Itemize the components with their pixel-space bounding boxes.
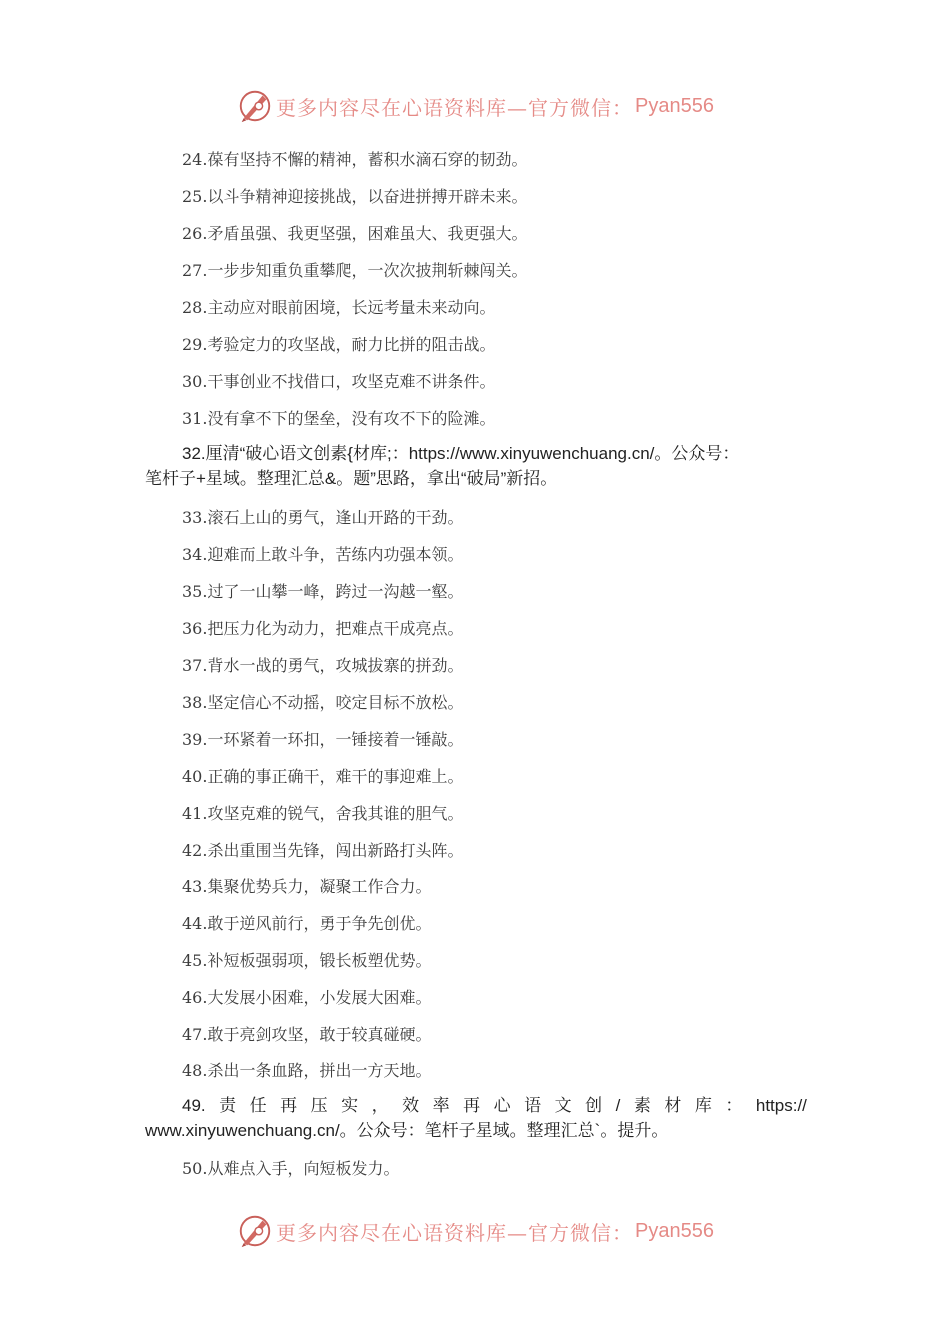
list-item: 39.一环紧着一环扣，一锤接着一锤敲。 <box>182 730 464 749</box>
p49-part: / <box>615 1096 621 1115</box>
list-item: 25.以斗争精神迎接挑战，以奋进拼搏开辟未来。 <box>182 187 528 206</box>
p49-part: ， <box>371 1096 389 1115</box>
list-item: 48.杀出一条血路，拼出一方天地。 <box>182 1061 432 1080</box>
p49-part: 再 <box>463 1096 481 1115</box>
footer-wechat-id: Pyan556 <box>635 1219 714 1242</box>
paragraph-49-line2: www.xinyuwenchuang.cn/。公众号：笔杆子星域。整理汇总`。提升。 <box>145 1121 669 1140</box>
paragraph-49-line1 <box>145 1093 807 1118</box>
list-item: 46.大发展小困难，小发展大困难。 <box>182 988 432 1007</box>
list-item: 37.背水一战的勇气，攻城拔寨的拼劲。 <box>182 656 464 675</box>
list-item: 24.葆有坚持不懈的精神，蓄积水滴石穿的韧劲。 <box>182 150 528 169</box>
list-item: 38.坚定信心不动摇，咬定目标不放松。 <box>182 693 464 712</box>
list-item: 42.杀出重围当先锋，闯出新路打头阵。 <box>182 841 464 860</box>
p49-part: ： <box>725 1096 743 1115</box>
p49-part: 文 <box>554 1096 572 1115</box>
list-item: 50.从难点入手，向短板发力。 <box>182 1159 400 1178</box>
list-item: 27.一步步知重负重攀爬，一次次披荆斩棘闯关。 <box>182 261 528 280</box>
list-item: 28.主动应对眼前困境，长远考量未来动向。 <box>182 298 496 317</box>
list-item: 41.攻坚克难的锐气，舍我其谁的胆气。 <box>182 804 464 823</box>
list-item: 31.没有拿不下的堡垒，没有攻不下的险滩。 <box>182 409 496 428</box>
header-wechat-id: Pyan556 <box>635 94 714 117</box>
list-item: 29.考验定力的攻坚战，耐力比拼的阻击战。 <box>182 335 496 354</box>
paragraph-32 <box>145 441 820 491</box>
list-item: 40.正确的事正确干，难干的事迎难上。 <box>182 767 464 786</box>
p49-part: https:// <box>755 1096 807 1115</box>
list-item: 30.干事创业不找借口，攻坚克难不讲条件。 <box>182 372 496 391</box>
p49-part: 素 <box>633 1096 651 1115</box>
list-item: 34.迎难而上敢斗争，苦练内功强本领。 <box>182 545 464 564</box>
pen-logo-icon <box>236 1212 274 1250</box>
list-item: 33.滚石上山的勇气，逢山开路的干劲。 <box>182 508 464 527</box>
p49-part: 任 <box>249 1096 267 1115</box>
p49-part: 49. <box>182 1096 206 1115</box>
p49-part: 责 <box>219 1096 237 1115</box>
footer-banner-text: 更多内容尽在心语资料库—官方微信： <box>276 1220 634 1245</box>
p49-part: 心 <box>493 1096 511 1115</box>
p49-part: 率 <box>432 1096 450 1115</box>
list-item: 26.矛盾虽强、我更坚强，困难虽大、我更强大。 <box>182 224 528 243</box>
header-banner-text: 更多内容尽在心语资料库—官方微信： <box>276 95 634 120</box>
p49-part: 库 <box>694 1096 712 1115</box>
paragraph-32-line2: 笔杆子+星域。整理汇总&。题”思路，拿出“破局”新招。 <box>145 469 558 488</box>
p49-part: 材 <box>664 1096 682 1115</box>
paragraph-49 <box>145 1093 820 1143</box>
header-banner <box>0 84 950 128</box>
list-item: 44.敢于逆风前行，勇于争先创优。 <box>182 914 432 933</box>
paragraph-32-line1-text: 32.厘清“破心语文创素{材库;：https://www.xinyuwenchuang.cn/。公众号： <box>182 444 740 463</box>
p49-part: 语 <box>524 1096 542 1115</box>
list-item: 47.敢于亮剑攻坚，敢于较真碰硬。 <box>182 1025 432 1044</box>
pen-logo-icon <box>236 87 274 125</box>
list-item: 43.集聚优势兵力，凝聚工作合力。 <box>182 877 432 896</box>
footer-banner <box>0 1209 950 1253</box>
p49-part: 再 <box>280 1096 298 1115</box>
list-item: 36.把压力化为动力，把难点干成亮点。 <box>182 619 464 638</box>
list-item: 35.过了一山攀一峰，跨过一沟越一壑。 <box>182 582 464 601</box>
paragraph-32-line1 <box>145 441 820 466</box>
p49-part: 实 <box>341 1096 359 1115</box>
p49-part: 效 <box>402 1096 420 1115</box>
p49-part: 创 <box>585 1096 603 1115</box>
p49-part: 压 <box>310 1096 328 1115</box>
list-item: 45.补短板强弱项，锻长板塑优势。 <box>182 951 432 970</box>
